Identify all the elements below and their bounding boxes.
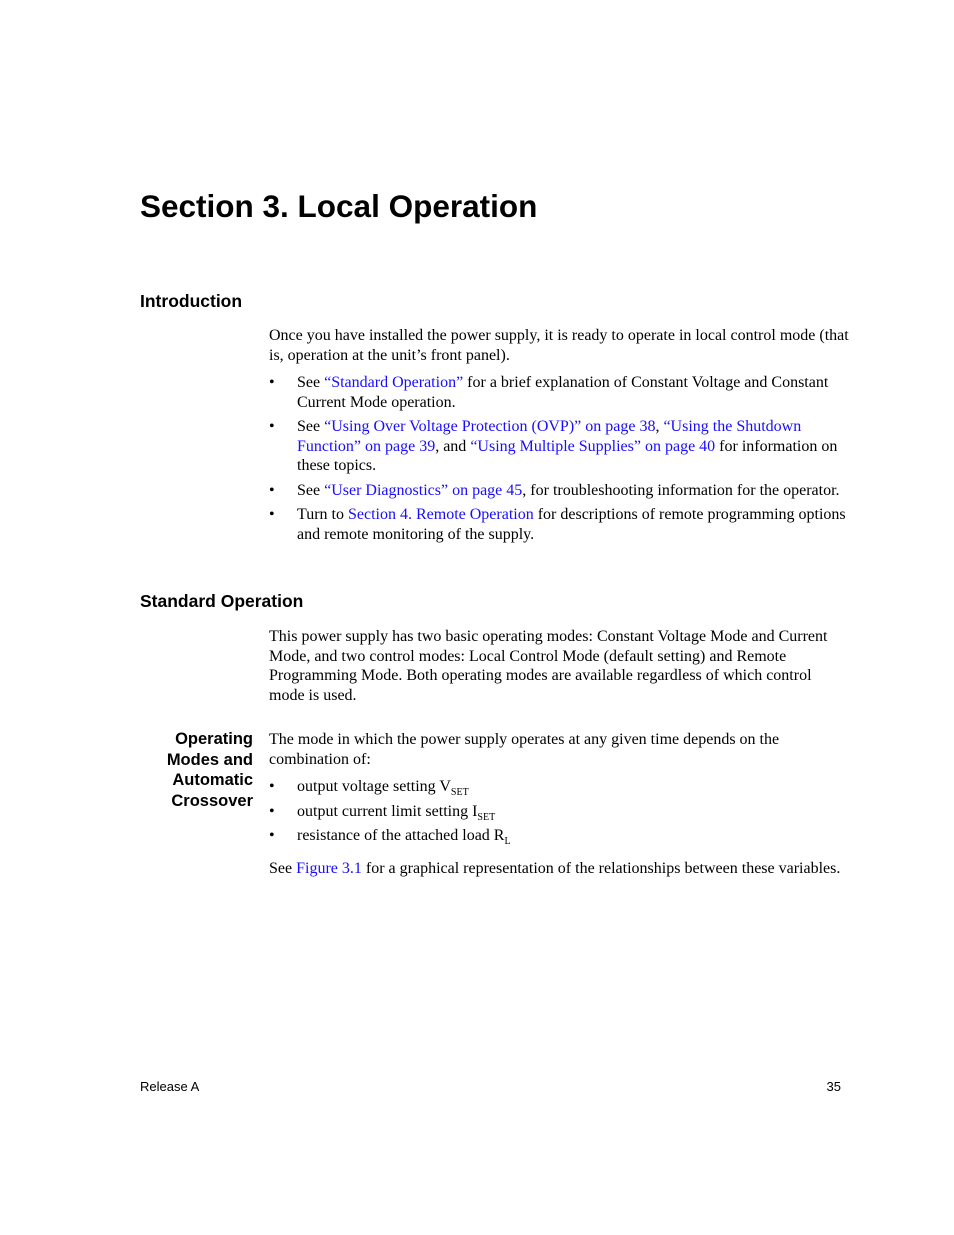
introduction-heading: Introduction: [140, 291, 243, 311]
bullet-icon: •: [269, 802, 275, 820]
standard-operation-link[interactable]: “Standard Operation”: [324, 374, 464, 391]
bullet-icon: •: [269, 374, 275, 391]
bullet-icon: •: [269, 827, 275, 844]
user-diagnostics-link[interactable]: “User Diagnostics” on page 45: [324, 481, 523, 499]
bullet-icon: •: [269, 778, 275, 795]
bullet-text: output current limit setting I: [297, 802, 478, 820]
standard-operation-heading: Standard Operation: [140, 591, 304, 611]
subscript: SET: [477, 811, 496, 823]
bullet-text: See: [297, 481, 325, 499]
bullet-text: resistance of the attached load R: [297, 827, 505, 844]
introduction-paragraph: Once you have installed the power supply, it is ready to operate in local control mode (that is, operation at the unit’s front panel).: [269, 327, 849, 364]
bullet-text: Turn to: [297, 506, 348, 523]
paragraph-text: See: [269, 859, 297, 877]
bullet-text: for descriptions of remote programming options and remote monitoring of the supply.: [297, 506, 846, 543]
bullet-text: See: [297, 418, 325, 435]
bullet-text: output voltage setting V: [297, 778, 451, 795]
list-item: [269, 777, 849, 797]
bullet-text: , for troubleshooting information for the operator.: [522, 481, 840, 499]
operating-modes-body: [269, 730, 849, 878]
bullet-icon: •: [269, 418, 275, 435]
bullet-text: ,: [655, 418, 664, 435]
shutdown-function-link[interactable]: “Using the Shutdown Function” on page 39: [297, 418, 802, 455]
remote-operation-link[interactable]: Section 4. Remote Operation: [347, 506, 534, 523]
ovp-link[interactable]: “Using Over Voltage Protection (OVP)” on page 38: [324, 418, 656, 435]
bullet-icon: •: [269, 481, 275, 499]
operating-modes-heading: [140, 729, 253, 811]
multiple-supplies-link[interactable]: “Using Multiple Supplies” on page 40: [470, 437, 716, 455]
list-item: [269, 373, 849, 412]
figure-3-1-link[interactable]: Figure 3.1: [296, 859, 362, 877]
heading-line: Crossover: [171, 791, 253, 810]
heading-line: Operating: [175, 730, 253, 748]
figure-reference-paragraph: [269, 859, 849, 879]
standard-operation-paragraph: This power supply has two basic operating modes: Constant Voltage Mode and Current Mode, and two control modes: Local Control Mode (default setting) and Remote Programming Mode. Both operating modes are available regardless of which control mode is used.: [269, 628, 828, 704]
subscript: L: [504, 836, 511, 847]
list-item: [269, 802, 849, 822]
heading-line: Modes and: [166, 750, 253, 769]
page-number: 35: [826, 1079, 841, 1094]
bullet-text: for a brief explanation of Constant Voltage and Constant Current Mode operation.: [297, 374, 829, 411]
standard-operation-body: [269, 627, 849, 705]
introduction-bullet-list: [269, 373, 849, 544]
page-title: Section 3. Local Operation: [140, 188, 538, 224]
list-item: [269, 417, 849, 476]
list-item: [269, 505, 849, 544]
list-item: [269, 826, 849, 846]
bullet-text: See: [297, 374, 325, 391]
bullet-text: , and: [435, 437, 471, 455]
subscript: SET: [450, 787, 469, 798]
operating-modes-paragraph: The mode in which the power supply operates at any given time depends on the combination of:: [269, 731, 780, 768]
footer-release: Release A: [140, 1079, 200, 1094]
paragraph-text: for a graphical representation of the relationships between these variables.: [361, 859, 841, 877]
bullet-text: for information on these topics.: [297, 437, 838, 474]
introduction-body: [269, 326, 849, 544]
heading-line: Automatic: [172, 771, 253, 789]
bullet-icon: •: [269, 506, 275, 523]
operating-modes-bullet-list: [269, 777, 849, 846]
list-item: [269, 481, 849, 501]
